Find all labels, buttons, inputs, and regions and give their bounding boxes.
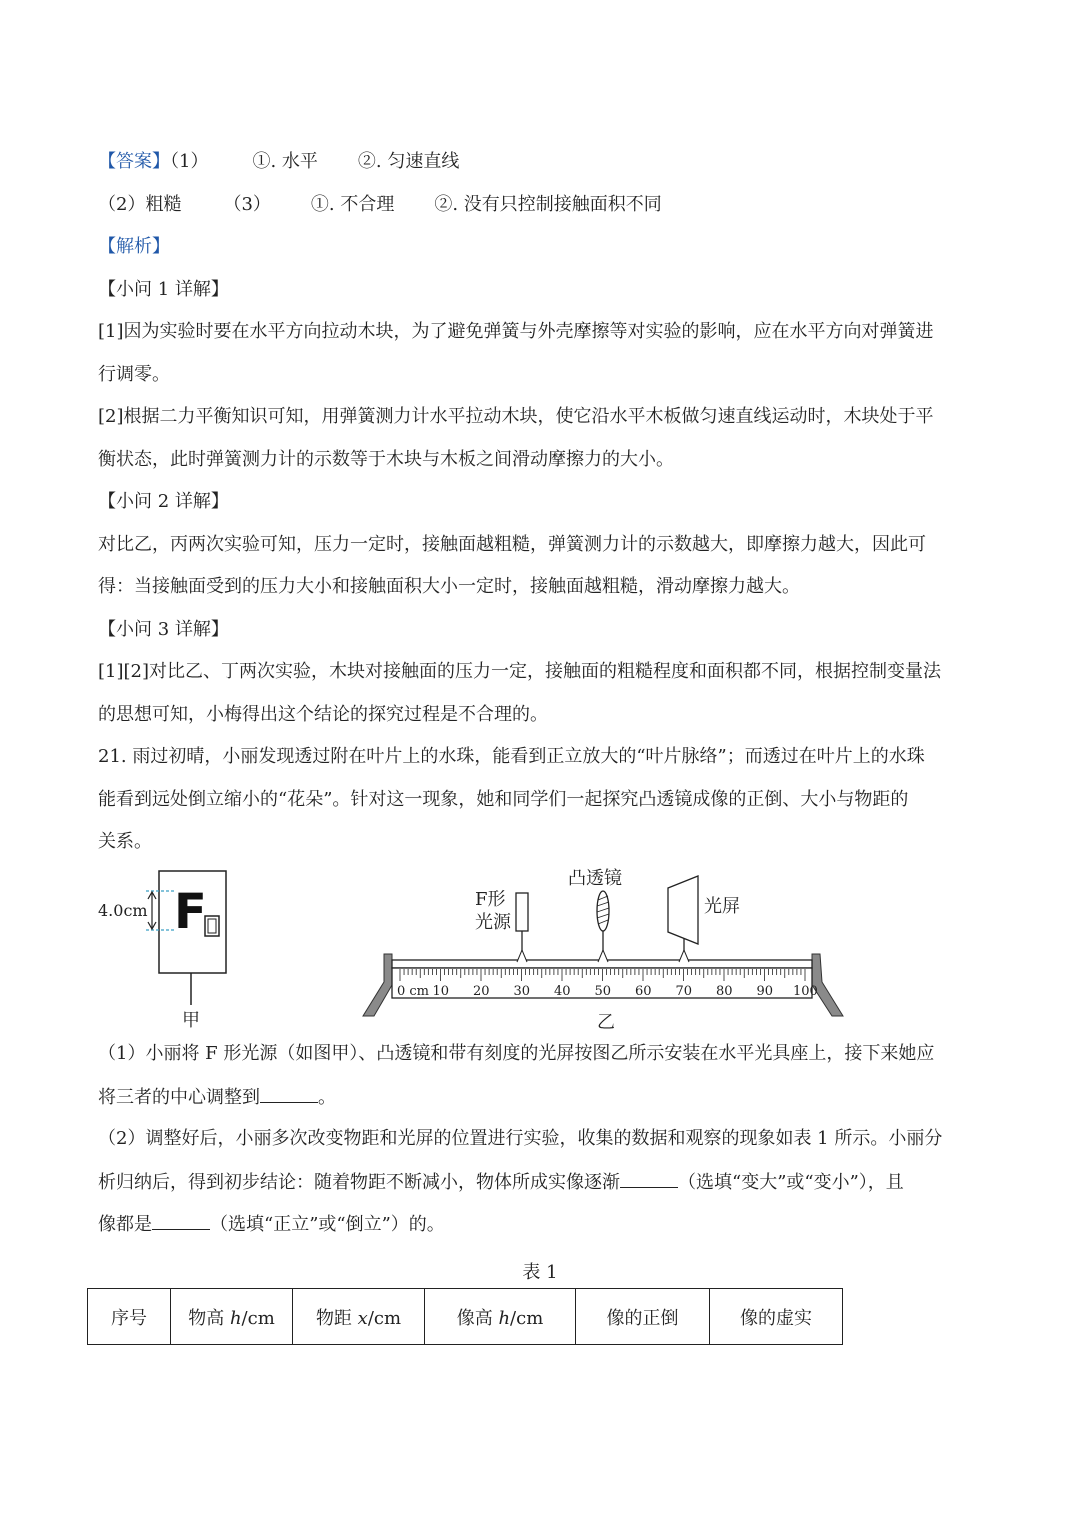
sub2-a: （2）调整好后，小丽多次改变物距和光屏的位置进行实验，收集的数据和观察的现象如表 1 所示。小丽分 xyxy=(98,1128,943,1149)
table-header-row xyxy=(88,1289,843,1345)
f-letter: F xyxy=(174,884,207,940)
q1-p2a: [2]根据二力平衡知识可知，用弹簧测力计水平拉动木块，使它沿水平木板做匀速直线运动时，木块处于平 xyxy=(98,406,934,427)
sub2-b1: 析归纳后，得到初步结论：随着物距不断减小，物体所成实像逐渐 xyxy=(98,1172,620,1193)
sub2-b-line xyxy=(98,1173,904,1192)
label-jia: 甲 xyxy=(182,1010,200,1031)
th-image-orientation: 像的正倒 xyxy=(576,1289,710,1345)
q1-p2b: 衡状态，此时弹簧测力计的示数等于木块与木板之间滑动摩擦力的大小。 xyxy=(98,449,674,470)
f-source-label-2: 光源 xyxy=(475,912,511,933)
p21-b: 能看到远处倒立缩小的“花朵”。针对这一现象，她和同学们一起探究凸透镜成像的正倒、大小与物距的 xyxy=(98,789,909,810)
q3-b: 的思想可知，小梅得出这个结论的探究过程是不合理的。 xyxy=(98,704,548,725)
ruler-label: 50 xyxy=(594,984,612,999)
q3-a: [1][2]对比乙、丁两次实验，木块对接触面的压力一定，接触面的粗糙程度和面积都不同，根据控制变量法 xyxy=(98,661,941,682)
ruler-label: 0 cm xyxy=(397,984,430,999)
answer-blank-1[interactable] xyxy=(260,1088,318,1103)
answer-line-2 xyxy=(98,196,662,214)
answer-1-2: ②. 匀速直线 xyxy=(357,151,460,172)
f-light-source xyxy=(516,893,528,931)
p21-c: 关系。 xyxy=(98,831,152,852)
f-source-label-1: F形 xyxy=(475,889,506,910)
answer-3-2: ②. 没有只控制接触面积不同 xyxy=(434,194,662,215)
answer-label: 【答案】 xyxy=(98,151,170,172)
ruler-label: 30 xyxy=(513,984,531,999)
sub1-b-line xyxy=(98,1088,336,1107)
th-object-height: 物高 h/cm xyxy=(171,1289,293,1345)
answer-1-1: ①. 水平 xyxy=(252,151,318,172)
q3-heading: 【小问 3 详解】 xyxy=(98,619,229,640)
answer-2: （2）粗糙 xyxy=(98,194,182,215)
label-yi: 乙 xyxy=(597,1012,615,1033)
sub2-c-line xyxy=(98,1215,445,1234)
q1-p1b: 行调零。 xyxy=(98,364,170,385)
sub1-a: （1）小丽将 F 形光源（如图甲）、凸透镜和带有刻度的光屏按图乙所示安装在水平光具座上，接下来她应 xyxy=(98,1043,935,1064)
q1-p1a: [1]因为实验时要在水平方向拉动木块，为了避免弹簧与外壳摩擦等对实验的影响，应在水平方向对弹簧进 xyxy=(98,321,934,342)
answer-part-1: （1） xyxy=(170,151,209,172)
sub1-b: 将三者的中心调整到 xyxy=(98,1087,260,1108)
answer-part-3: （3） xyxy=(223,194,271,215)
answer-line-1 xyxy=(98,153,459,171)
figure-yi xyxy=(363,868,843,1033)
sub2-b2: （选填“变大”或“变小”），且 xyxy=(678,1172,904,1193)
analysis-label: 【解析】 xyxy=(98,236,170,257)
sub1-b-end: 。 xyxy=(318,1087,336,1108)
ruler-label: 90 xyxy=(756,984,774,999)
q1-heading: 【小问 1 详解】 xyxy=(98,279,229,300)
screen-label: 光屏 xyxy=(704,896,740,917)
th-index: 序号 xyxy=(88,1289,171,1345)
figure-jia xyxy=(98,871,226,1031)
q2-heading: 【小问 2 详解】 xyxy=(98,491,229,512)
q2-a: 对比乙，丙两次实验可知，压力一定时，接触面越粗糙，弹簧测力计的示数越大，即摩擦力越大，因此可 xyxy=(98,534,926,555)
q2-b: 得：当接触面受到的压力大小和接触面积大小一定时，接触面越粗糙，滑动摩擦力越大。 xyxy=(98,576,800,597)
left-leg xyxy=(363,954,392,1016)
data-table xyxy=(87,1288,843,1345)
lens-label: 凸透镜 xyxy=(568,868,622,889)
ruler-label: 10 xyxy=(432,984,450,999)
th-image-height: 像高 h/cm xyxy=(425,1289,576,1345)
ruler-label: 40 xyxy=(554,984,571,999)
answer-3-1: ①. 不合理 xyxy=(310,194,395,215)
height-label: 4.0cm xyxy=(98,901,148,920)
ruler-label: 70 xyxy=(675,984,693,999)
table-caption: 表 1 xyxy=(522,1262,558,1283)
optics-figure xyxy=(0,860,1080,1035)
ruler-label: 100 xyxy=(793,984,818,999)
ruler-label: 80 xyxy=(716,984,733,999)
sub2-c1: 像都是 xyxy=(98,1214,152,1235)
th-object-distance: 物距 x/cm xyxy=(293,1289,425,1345)
p21-a: 21. 雨过初晴，小丽发现透过附在叶片上的水珠，能看到正立放大的“叶片脉络”；而透过在叶片上的水珠 xyxy=(98,746,925,767)
sub2-c2: （选填“正立”或“倒立”）的。 xyxy=(210,1214,445,1235)
th-image-real-virtual: 像的虚实 xyxy=(710,1289,843,1345)
light-screen xyxy=(668,876,698,944)
ruler-label: 60 xyxy=(635,984,652,999)
ruler-label: 20 xyxy=(473,984,490,999)
answer-blank-2[interactable] xyxy=(620,1173,678,1188)
answer-blank-3[interactable] xyxy=(152,1215,210,1230)
